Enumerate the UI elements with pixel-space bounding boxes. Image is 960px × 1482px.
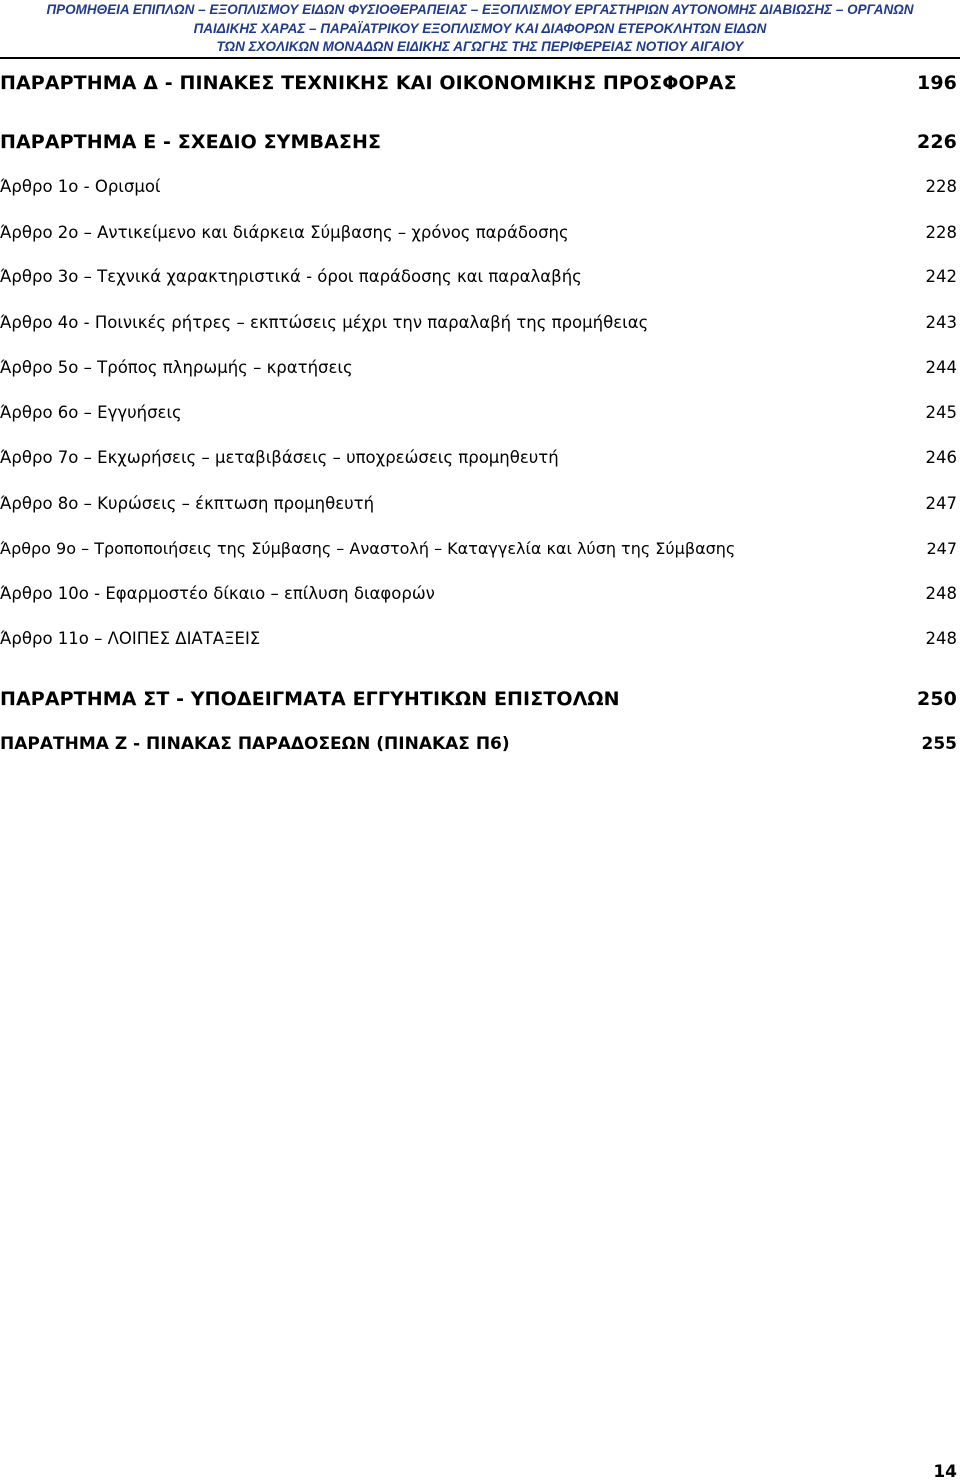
header-line-3: ΤΩΝ ΣΧΟΛΙΚΩΝ ΜΟΝΑΔΩΝ ΕΙΔΙΚΗΣ ΑΓΩΓΗΣ ΤΗΣ ΠΕΡΙΦΕΡΕΙΑΣ ΝΟΤΙΟΥ ΑΙΓΑΙΟΥ [216,39,744,55]
toc-entry-title: Άρθρο 10ο - Εφαρμοστέο δίκαιο – επίλυση διαφορών [0,584,435,603]
toc-entry-page: 247 [925,494,957,513]
toc-entry-article-9[interactable] [0,539,960,565]
toc-entry-page: 245 [925,403,957,422]
toc-entry-title: ΠΑΡΑΡΤΗΜΑ Δ - ΠΙΝΑΚΕΣ ΤΕΧΝΙΚΗΣ ΚΑΙ ΟΙΚΟΝΟΜΙΚΗΣ ΠΡΟΣΦΟΡΑΣ [0,72,737,94]
toc-entry-page: 226 [917,131,957,153]
toc-entry-appendix-st[interactable] [0,688,960,714]
toc-entry-article-10[interactable] [0,584,960,610]
toc-entry-page: 246 [925,448,957,467]
toc-entry-article-1[interactable] [0,177,960,203]
toc-entry-title: Άρθρο 2ο – Αντικείμενο και διάρκεια Σύμβασης – χρόνος παράδοσης [0,223,569,242]
header-line-2: ΠΑΙΔΙΚΗΣ ΧΑΡΑΣ – ΠΑΡΑΪΑΤΡΙΚΟΥ ΕΞΟΠΛΙΣΜΟΥ ΚΑΙ ΔΙΑΦΟΡΩΝ ΕΤΕΡΟΚΛΗΤΩΝ ΕΙΔΩΝ [193,20,767,36]
toc-entry-title: ΠΑΡΑΡΤΗΜΑ Ε - ΣΧΕΔΙΟ ΣΥΜΒΑΣΗΣ [0,131,382,153]
toc-entry-appendix-e[interactable] [0,131,960,157]
toc-entry-page: 255 [921,734,957,754]
toc-entry-title: ΠΑΡΑΡΤΗΜΑ ΣΤ - ΥΠΟΔΕΙΓΜΑΤΑ ΕΓΓΥΗΤΙΚΩΝ ΕΠΙΣΤΟΛΩΝ [0,688,620,710]
toc-entry-page: 244 [925,358,957,377]
toc-entry-page: 250 [917,688,957,710]
toc-entry-title: Άρθρο 9ο – Τροποποιήσεις της Σύμβασης – Αναστολή – Καταγγελία και λύση της Σύμβασης [0,539,736,558]
toc-entry-title: Άρθρο 11ο – ΛΟΙΠΕΣ ΔΙΑΤΑΞΕΙΣ [0,629,261,648]
toc-entry-page: 247 [926,539,957,558]
toc-entry-title: Άρθρο 4ο - Ποινικές ρήτρες – εκπτώσεις μέχρι την παραλαβή της προμήθειας [0,313,649,332]
toc-entry-title: Άρθρο 8ο – Κυρώσεις – έκπτωση προμηθευτή [0,494,375,513]
toc-entry-page: 228 [925,223,957,242]
toc-entry-page: 228 [925,177,957,196]
toc-entry-title: Άρθρο 7ο – Εκχωρήσεις – μεταβιβάσεις – υποχρεώσεις προμηθευτή [0,448,559,467]
header-divider [0,57,960,59]
toc-entry-article-6[interactable] [0,403,960,429]
toc-entry-article-5[interactable] [0,358,960,384]
toc-entry-title: ΠΑΡΑΤΗΜΑ Ζ - ΠΙΝΑΚΑΣ ΠΑΡΑΔΟΣΕΩΝ (ΠΙΝΑΚΑΣ Π6) [0,734,510,754]
toc-entry-title: Άρθρο 6ο – Εγγυήσεις [0,403,182,422]
toc-entry-page: 196 [917,72,957,94]
toc-entry-page: 248 [925,584,957,603]
toc-entry-appendix-z[interactable] [0,734,960,760]
toc-entry-title: Άρθρο 3ο – Τεχνικά χαρακτηριστικά - όροι παράδοσης και παραλαβής [0,267,582,286]
running-header [0,0,960,57]
toc-entry-page: 242 [925,267,957,286]
toc-entry-title: Άρθρο 5ο – Τρόπος πληρωμής – κρατήσεις [0,358,353,377]
header-line-1: ΠΡΟΜΗΘΕΙΑ ΕΠΙΠΛΩΝ – ΕΞΟΠΛΙΣΜΟΥ ΕΙΔΩΝ ΦΥΣΙΟΘΕΡΑΠΕΙΑΣ – ΕΞΟΠΛΙΣΜΟΥ ΕΡΓΑΣΤΗΡΙΩΝ ΑΥΤΟΝΟΜΗΣ ΔΙΑΒΙΩΣΗΣ – ΟΡΓΑΝΩΝ [46,2,914,17]
toc-entry-article-2[interactable] [0,223,960,249]
toc-entry-article-3[interactable] [0,267,960,293]
toc-entry-article-7[interactable] [0,448,960,474]
toc-entry-title: Άρθρο 1ο - Ορισμοί [0,177,161,196]
toc-entry-page: 248 [925,629,957,648]
toc-entry-article-4[interactable] [0,313,960,339]
toc-entry-appendix-d[interactable] [0,72,960,98]
page-number: 14 [933,1462,957,1482]
toc-entry-page: 243 [925,313,957,332]
toc-entry-article-8[interactable] [0,494,960,520]
toc-entry-article-11[interactable] [0,629,960,655]
